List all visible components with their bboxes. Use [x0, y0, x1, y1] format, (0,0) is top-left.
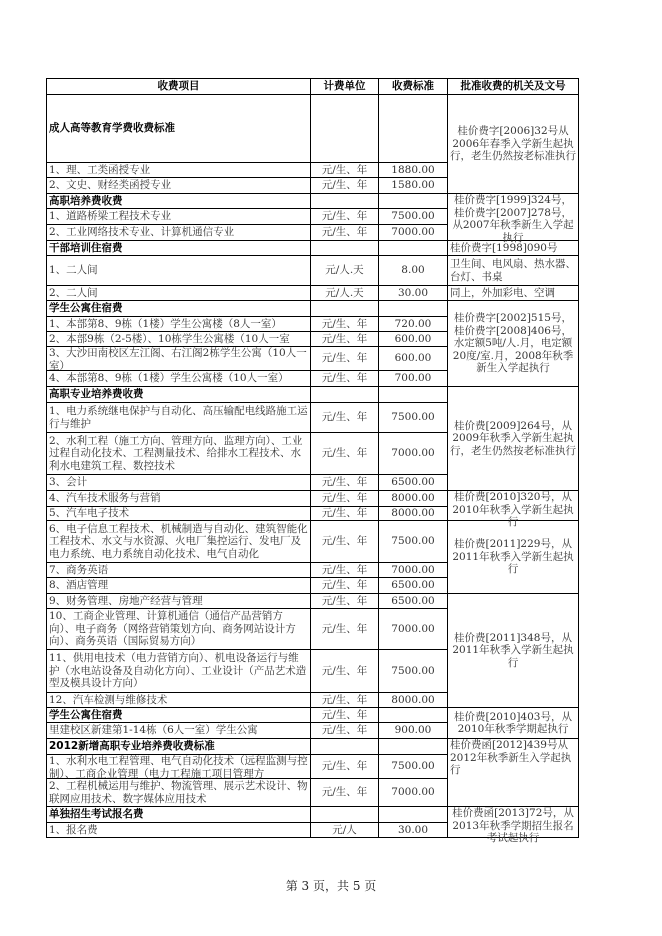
unit-cell-text: 元/生、年: [321, 507, 368, 520]
approval-cell: [448, 286, 579, 301]
unit-cell-text: 元/人: [332, 823, 357, 836]
unit-cell-text: 元/生、年: [321, 332, 368, 345]
price-cell: [379, 225, 448, 241]
table-row: [47, 194, 579, 209]
unit-cell-text: 元/人.天: [325, 264, 364, 277]
unit-cell: [311, 387, 379, 403]
price-cell-text: 30.00: [397, 823, 429, 836]
price-cell-text: 8000.00: [391, 492, 435, 505]
price-cell-text: 7000.00: [391, 447, 435, 460]
table-row: [47, 241, 579, 256]
approval-cell-text: 桂价费[2011]229号，从2011年秋季入学新生起执行: [452, 538, 574, 576]
fee-item-cell: [47, 594, 311, 609]
unit-cell-text: 元/生、年: [321, 492, 368, 505]
price-cell: [379, 194, 448, 209]
fee-item-cell: [47, 507, 311, 521]
fee-item-cell-text: 学生公寓住宿费: [49, 708, 123, 721]
fee-item-cell-text: 1、二人间: [49, 264, 98, 277]
fee-item-cell: [47, 723, 311, 739]
fee-item-cell-text: 学生公寓住宿费: [49, 302, 123, 315]
fee-item-cell-text: 7、商务英语: [49, 563, 109, 576]
approval-cell-text: 桂价费[2009]264号，从2009年秋季入学新生起执行，老生仍然按老标准执行: [450, 419, 576, 457]
table-row: [47, 387, 579, 403]
fee-item-cell: [47, 807, 311, 823]
unit-cell: [311, 755, 379, 779]
fee-item-cell: [47, 163, 311, 178]
fee-item-cell-text: 成人高等教育学费收费标准: [49, 122, 175, 135]
price-cell: [379, 650, 448, 693]
price-cell-text: 30.00: [397, 286, 429, 299]
unit-cell-text: 元/生、年: [321, 579, 368, 592]
fee-item-cell-text: 1、水利水电工程管理、电气自动化技术（远程监测与控制）、工商企业管理（电力工程施工项目管理方: [49, 755, 308, 780]
header-unit: 计费单位: [311, 79, 379, 95]
fee-item-cell-text: 3、会计: [49, 476, 88, 489]
price-cell: [379, 521, 448, 563]
fee-item-cell-text: 2、文史、财经类函授专业: [49, 179, 172, 192]
price-cell: [379, 563, 448, 578]
fee-item-cell: [47, 371, 311, 387]
unit-cell: [311, 578, 379, 594]
unit-cell: [311, 521, 379, 563]
fee-item-cell-text: 10、工商企业管理、计算机通信（通信产品营销方向）、电子商务（网络营销策划方向、商务网站设计方向）、商务英语（国际贸易方向）: [49, 610, 296, 648]
price-cell-text: 8000.00: [391, 693, 435, 706]
unit-cell: [311, 779, 379, 807]
price-cell-text: 7500.00: [391, 535, 435, 548]
fee-item-cell: [47, 650, 311, 693]
price-cell: [379, 347, 448, 371]
unit-cell-text: 元/生、年: [321, 708, 368, 721]
unit-cell-text: 元/生、年: [321, 724, 368, 737]
fee-item-cell: [47, 387, 311, 403]
unit-cell: [311, 807, 379, 823]
approval-cell-text: 桂价费字[2002]515号，桂价费字[2008]406号，水定额5吨/人.月，电定额20度/室.月，2008年秋季新生入学起执行: [452, 312, 574, 375]
approval-cell-text: 桂价费[2010]403号，从2010年秋季学期起执行: [454, 710, 572, 735]
fee-item-cell-text: 8、酒店管理: [49, 579, 109, 592]
approval-cell: [448, 708, 579, 739]
unit-cell: [311, 723, 379, 739]
fee-item-cell: [47, 779, 311, 807]
fee-item-cell: [47, 521, 311, 563]
fee-item-cell-text: 高职培养费收费: [49, 194, 123, 207]
unit-cell: [311, 209, 379, 225]
unit-cell-text: 元/生、年: [321, 664, 368, 677]
approval-cell: [448, 521, 579, 594]
fee-item-cell-text: 2、工程机械运用与维护、物流管理、展示艺术设计、物联网应用技术、数字媒体应用技术: [49, 780, 308, 805]
approval-cell-text: 桂价费[2010]320号，从2010年秋季入学新生起执行: [452, 491, 574, 528]
price-cell: [379, 95, 448, 163]
price-cell-text: 720.00: [394, 317, 432, 330]
approval-cell: [448, 241, 579, 256]
fee-item-cell: [47, 347, 311, 371]
price-cell: [379, 178, 448, 194]
price-cell-text: 7000.00: [391, 786, 435, 799]
unit-cell-text: 元/生、年: [321, 693, 368, 706]
fee-item-cell: [47, 403, 311, 433]
fee-item-cell: [47, 433, 311, 475]
price-cell-text: 6500.00: [391, 594, 435, 607]
fee-item-cell-text: 12、汽车检测与维修技术: [49, 693, 168, 706]
price-cell: [379, 507, 448, 521]
price-cell: [379, 708, 448, 723]
price-cell: [379, 301, 448, 317]
unit-cell: [311, 371, 379, 387]
header-item: 收费项目: [47, 79, 311, 95]
fee-item-cell-text: 5、汽车电子技术: [49, 507, 130, 520]
fee-table: [46, 78, 579, 844]
fee-item-cell-text: 9、财务管理、房地产经营与管理: [49, 594, 203, 607]
fee-item-cell: [47, 491, 311, 507]
price-cell: [379, 256, 448, 286]
price-cell-text: 7000.00: [391, 563, 435, 576]
approval-cell: [448, 194, 579, 244]
fee-item-cell-text: 2、本部9栋（2-5楼）、10栋学生公寓楼（10人一室: [49, 332, 290, 345]
approval-cell-text: 桂价费字[1999]324号，桂价费字[2007]278号，从2007年秋季新生入学起执行: [452, 194, 574, 244]
fee-item-cell: [47, 178, 311, 194]
table-row: [47, 491, 579, 507]
fee-item-cell: [47, 241, 311, 256]
approval-cell: [448, 387, 579, 491]
fee-item-cell: [47, 609, 311, 650]
approval-cell: [448, 256, 579, 286]
price-cell-text: 7500.00: [391, 411, 435, 424]
fee-item-cell-text: 1、电力系统继电保护与自动化、高压输配电线路施工运行与维护: [49, 405, 308, 430]
unit-cell: [311, 256, 379, 286]
approval-cell: [448, 807, 579, 844]
unit-cell-text: 元/生、年: [321, 786, 368, 799]
price-cell-text: 7500.00: [391, 760, 435, 773]
price-cell: [379, 779, 448, 807]
fee-item-cell: [47, 693, 311, 708]
price-cell-text: 700.00: [394, 372, 432, 385]
fee-item-cell-text: 1、本部第8、9栋（1楼）学生公寓楼（8人一室）: [49, 317, 282, 330]
fee-item-cell-text: 3、大沙田南校区左江阁、右江阁2栋学生公寓（10人一室）: [49, 347, 307, 372]
table-row: [47, 807, 579, 823]
unit-cell: [311, 594, 379, 609]
unit-cell: [311, 317, 379, 332]
unit-cell: [311, 609, 379, 650]
unit-cell: [311, 403, 379, 433]
unit-cell: [311, 225, 379, 241]
unit-cell: [311, 708, 379, 723]
fee-item-cell-text: 高职专业培养费收费: [49, 388, 144, 401]
fee-item-cell: [47, 209, 311, 225]
approval-cell-text: 同上，外加彩电、空调: [450, 286, 555, 299]
price-cell-text: 600.00: [394, 352, 432, 365]
price-cell-text: 900.00: [394, 724, 432, 737]
unit-cell: [311, 491, 379, 507]
unit-cell: [311, 650, 379, 693]
fee-item-cell-text: 2、二人间: [49, 286, 98, 299]
approval-cell-text: 桂价费函[2013]72号，从2013年秋季学期招生报名考试起执行: [452, 807, 574, 844]
fee-item-cell-text: 里建校区新建第1-14栋（6人一室）学生公寓: [49, 724, 258, 737]
unit-cell-text: 元/生、年: [321, 317, 368, 330]
price-cell-text: 1580.00: [391, 179, 435, 192]
table-row: [47, 594, 579, 609]
fee-item-cell-text: 干部培训住宿费: [49, 241, 123, 254]
price-cell: [379, 332, 448, 347]
unit-cell-text: 元/生、年: [321, 226, 368, 239]
approval-cell-text: 桂价费函[2012]439号从2012年秋季新生入学起执行: [450, 739, 572, 776]
unit-cell: [311, 475, 379, 491]
price-cell: [379, 317, 448, 332]
price-cell: [379, 403, 448, 433]
price-cell: [379, 371, 448, 387]
price-cell: [379, 433, 448, 475]
price-cell-text: 6500.00: [391, 579, 435, 592]
fee-item-cell-text: 4、本部第8、9栋（1楼）学生公寓楼（10人一室）: [49, 372, 289, 385]
fee-item-cell: [47, 317, 311, 332]
price-cell: [379, 241, 448, 256]
approval-cell-text: 桂价费字[1998]090号: [450, 241, 558, 254]
fee-item-cell: [47, 256, 311, 286]
price-cell-text: 8000.00: [391, 507, 435, 520]
unit-cell: [311, 286, 379, 301]
approval-cell: [448, 491, 579, 528]
header-approval: 批准收费的机关及文号: [448, 79, 579, 95]
unit-cell-text: 元/生、年: [321, 179, 368, 192]
price-cell: [379, 475, 448, 491]
fee-item-cell-text: 4、汽车技术服务与营销: [49, 492, 161, 505]
fee-item-cell: [47, 332, 311, 347]
price-cell: [379, 609, 448, 650]
price-cell: [379, 739, 448, 755]
unit-cell-text: 元/生、年: [321, 563, 368, 576]
fee-item-cell-text: 1、理、工类函授专业: [49, 163, 151, 176]
price-cell: [379, 594, 448, 609]
header-price: 收费标准: [379, 79, 448, 95]
fee-item-cell-text: 1、报名费: [49, 823, 98, 836]
price-cell: [379, 387, 448, 403]
unit-cell: [311, 241, 379, 256]
price-cell: [379, 578, 448, 594]
fee-item-cell: [47, 823, 311, 838]
unit-cell-text: 元/生、年: [321, 352, 368, 365]
table-row: [47, 301, 579, 317]
price-cell: [379, 209, 448, 225]
unit-cell-text: 元/生、年: [321, 372, 368, 385]
table-row: [47, 286, 579, 301]
price-cell: [379, 491, 448, 507]
fee-item-cell-text: 2012新增高职专业培养费收费标准: [49, 740, 215, 753]
unit-cell-text: 元/生、年: [321, 210, 368, 223]
page-footer: 第 3 页，共 5 页: [285, 879, 377, 893]
fee-item-cell-text: 11、供用电技术（电力营销方向）、机电设备运行与维护（水电站设备及自动化方向）、工业设计（产品艺术造型及模具设计方向）: [49, 652, 307, 690]
unit-cell: [311, 433, 379, 475]
approval-cell: [448, 95, 579, 194]
price-cell-text: 1880.00: [391, 163, 435, 176]
unit-cell: [311, 823, 379, 838]
price-cell: [379, 755, 448, 779]
fee-item-cell: [47, 95, 311, 163]
price-cell: [379, 823, 448, 838]
table-row: [47, 95, 579, 163]
price-cell: [379, 163, 448, 178]
price-cell-text: 7000.00: [391, 622, 435, 635]
price-cell-text: 7000.00: [391, 226, 435, 239]
fee-item-cell: [47, 286, 311, 301]
approval-cell-text: 桂价费字[2006]32号从2006年春季入学新生起执行，老生仍然按老标准执行: [450, 125, 576, 163]
fee-item-cell: [47, 578, 311, 594]
price-cell-text: 600.00: [394, 332, 432, 345]
unit-cell-text: 元/生、年: [321, 594, 368, 607]
fee-item-cell-text: 6、电子信息工程技术、机械制造与自动化、建筑智能化工程技术、水文与水资源、火电厂集控运行、发电厂及电力系统、电力系统自动化技术、电气自动化: [49, 522, 308, 560]
fee-item-cell: [47, 301, 311, 317]
approval-cell: [448, 739, 579, 807]
approval-cell: [448, 301, 579, 387]
table-row: [47, 739, 579, 755]
price-cell-text: 6500.00: [391, 476, 435, 489]
fee-item-cell: [47, 475, 311, 491]
unit-cell: [311, 194, 379, 209]
price-cell: [379, 807, 448, 823]
price-cell: [379, 693, 448, 708]
price-cell: [379, 286, 448, 301]
fee-item-cell: [47, 563, 311, 578]
unit-cell: [311, 347, 379, 371]
table-row: [47, 521, 579, 563]
unit-cell: [311, 95, 379, 163]
unit-cell: [311, 178, 379, 194]
approval-cell-text: 卫生间、电风扇、热水器、台灯、书桌: [450, 258, 576, 283]
unit-cell: [311, 301, 379, 317]
unit-cell-text: 元/生、年: [321, 476, 368, 489]
fee-item-cell: [47, 194, 311, 209]
fee-item-cell: [47, 755, 311, 779]
table-row: [47, 256, 579, 286]
unit-cell-text: 元/生、年: [321, 535, 368, 548]
fee-item-cell: [47, 708, 311, 723]
unit-cell-text: 元/生、年: [321, 163, 368, 176]
unit-cell-text: 元/人.天: [325, 286, 364, 299]
fee-item-cell: [47, 739, 311, 755]
fee-item-cell-text: 2、工业网络技术专业、计算机通信专业: [49, 226, 235, 239]
unit-cell-text: 元/生、年: [321, 622, 368, 635]
price-cell-text: 7500.00: [391, 210, 435, 223]
approval-cell-text: 桂价费[2011]348号，从2011年秋季入学新生起执行: [452, 631, 574, 669]
fee-item-cell-text: 单独招生考试报名费: [49, 808, 144, 821]
unit-cell-text: 元/生、年: [321, 447, 368, 460]
approval-cell: [448, 594, 579, 708]
unit-cell: [311, 693, 379, 708]
unit-cell: [311, 332, 379, 347]
price-cell-text: 7500.00: [391, 664, 435, 677]
unit-cell-text: 元/生、年: [321, 411, 368, 424]
fee-item-cell-text: 2、水利工程（施工方向、管理方向、监理方向）、工业过程自动化技术、工程测量技术、给排水工程技术、水利水电建筑工程、数控技术: [49, 434, 303, 472]
unit-cell: [311, 739, 379, 755]
unit-cell: [311, 507, 379, 521]
price-cell: [379, 723, 448, 739]
fee-item-cell-text: 1、道路桥梁工程技术专业: [49, 210, 172, 223]
unit-cell: [311, 163, 379, 178]
fee-item-cell: [47, 225, 311, 241]
unit-cell: [311, 563, 379, 578]
unit-cell-text: 元/生、年: [321, 760, 368, 773]
price-cell-text: 8.00: [401, 264, 425, 277]
table-row: [47, 708, 579, 723]
table-header-row: [47, 79, 579, 95]
